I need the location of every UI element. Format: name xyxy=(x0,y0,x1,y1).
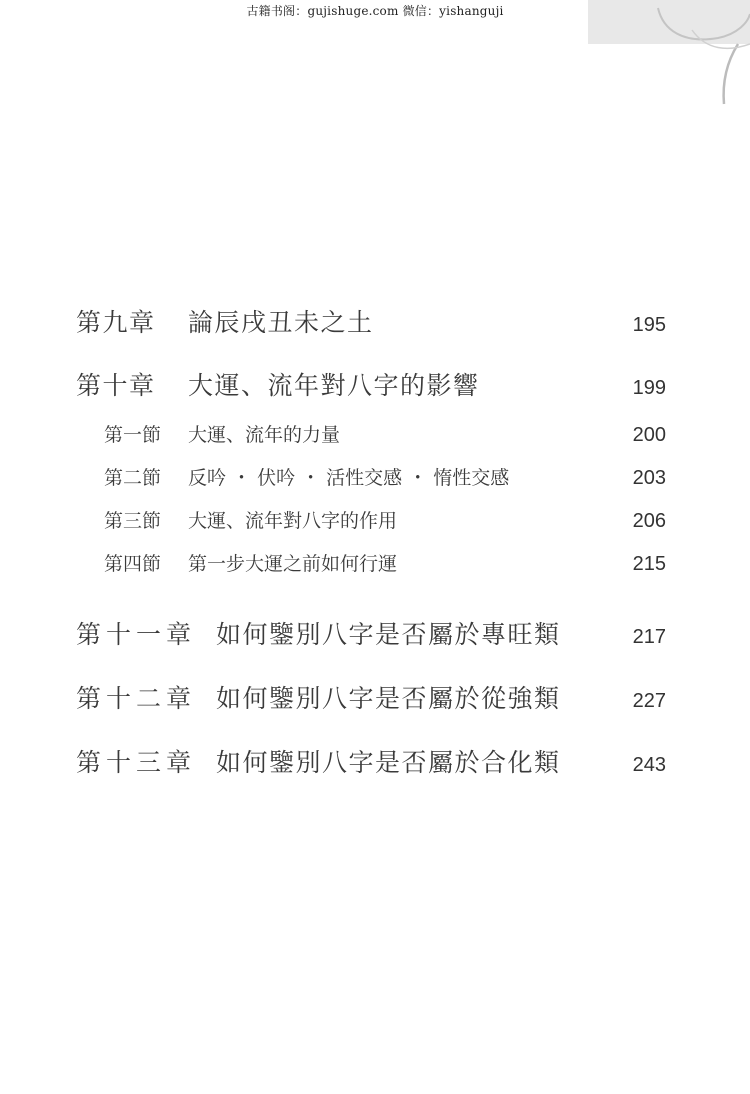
page-number: 227 xyxy=(632,690,666,712)
section-title: 反吟 ・ 伏吟 ・ 活性交感 ・ 惰性交感 xyxy=(188,467,510,489)
toc-chapter-9[interactable] xyxy=(76,303,666,339)
chapter-title: 如何鑒別八字是否屬於合化類 xyxy=(216,748,561,777)
section-label: 第一節 xyxy=(104,424,162,446)
section-label: 第四節 xyxy=(104,553,162,575)
chapter-label: 第十一章 xyxy=(76,620,197,649)
chapter-label: 第九章 xyxy=(76,308,156,337)
chapter-title: 如何鑒別八字是否屬於從強類 xyxy=(216,684,561,713)
page-number: 203 xyxy=(632,467,666,489)
chapter-title: 論辰戌丑未之土 xyxy=(188,308,374,337)
page-number: 206 xyxy=(632,510,666,532)
page-number: 217 xyxy=(632,626,666,648)
toc-section-4[interactable] xyxy=(104,549,666,576)
chapter-title: 大運、流年對八字的影響 xyxy=(188,371,480,400)
toc-section-1[interactable] xyxy=(104,420,666,447)
page-number: 200 xyxy=(632,424,666,446)
section-title: 大運、流年對八字的作用 xyxy=(188,510,398,532)
toc-chapter-12[interactable] xyxy=(76,679,666,715)
page-number: 199 xyxy=(632,377,666,399)
page-number: 243 xyxy=(632,754,666,776)
watermark-text: 古籍书阁：gujishuge.com 微信：yishanguji xyxy=(246,4,504,18)
page-number: 215 xyxy=(632,553,666,575)
chapter-label: 第十章 xyxy=(76,371,156,400)
chapter-label: 第十三章 xyxy=(76,748,197,777)
section-label: 第三節 xyxy=(104,510,162,532)
toc-section-3[interactable] xyxy=(104,506,666,533)
chapter-title: 如何鑒別八字是否屬於專旺類 xyxy=(216,620,561,649)
section-label: 第二節 xyxy=(104,467,162,489)
chapter-label: 第十二章 xyxy=(76,684,197,713)
section-title: 第一步大運之前如何行運 xyxy=(188,553,398,575)
toc-chapter-13[interactable] xyxy=(76,743,666,779)
section-title: 大運、流年的力量 xyxy=(188,424,341,446)
toc-chapter-10[interactable] xyxy=(76,366,666,402)
toc-chapter-11[interactable] xyxy=(76,615,666,651)
page-number: 195 xyxy=(632,314,666,336)
toc-section-2[interactable] xyxy=(104,463,666,490)
